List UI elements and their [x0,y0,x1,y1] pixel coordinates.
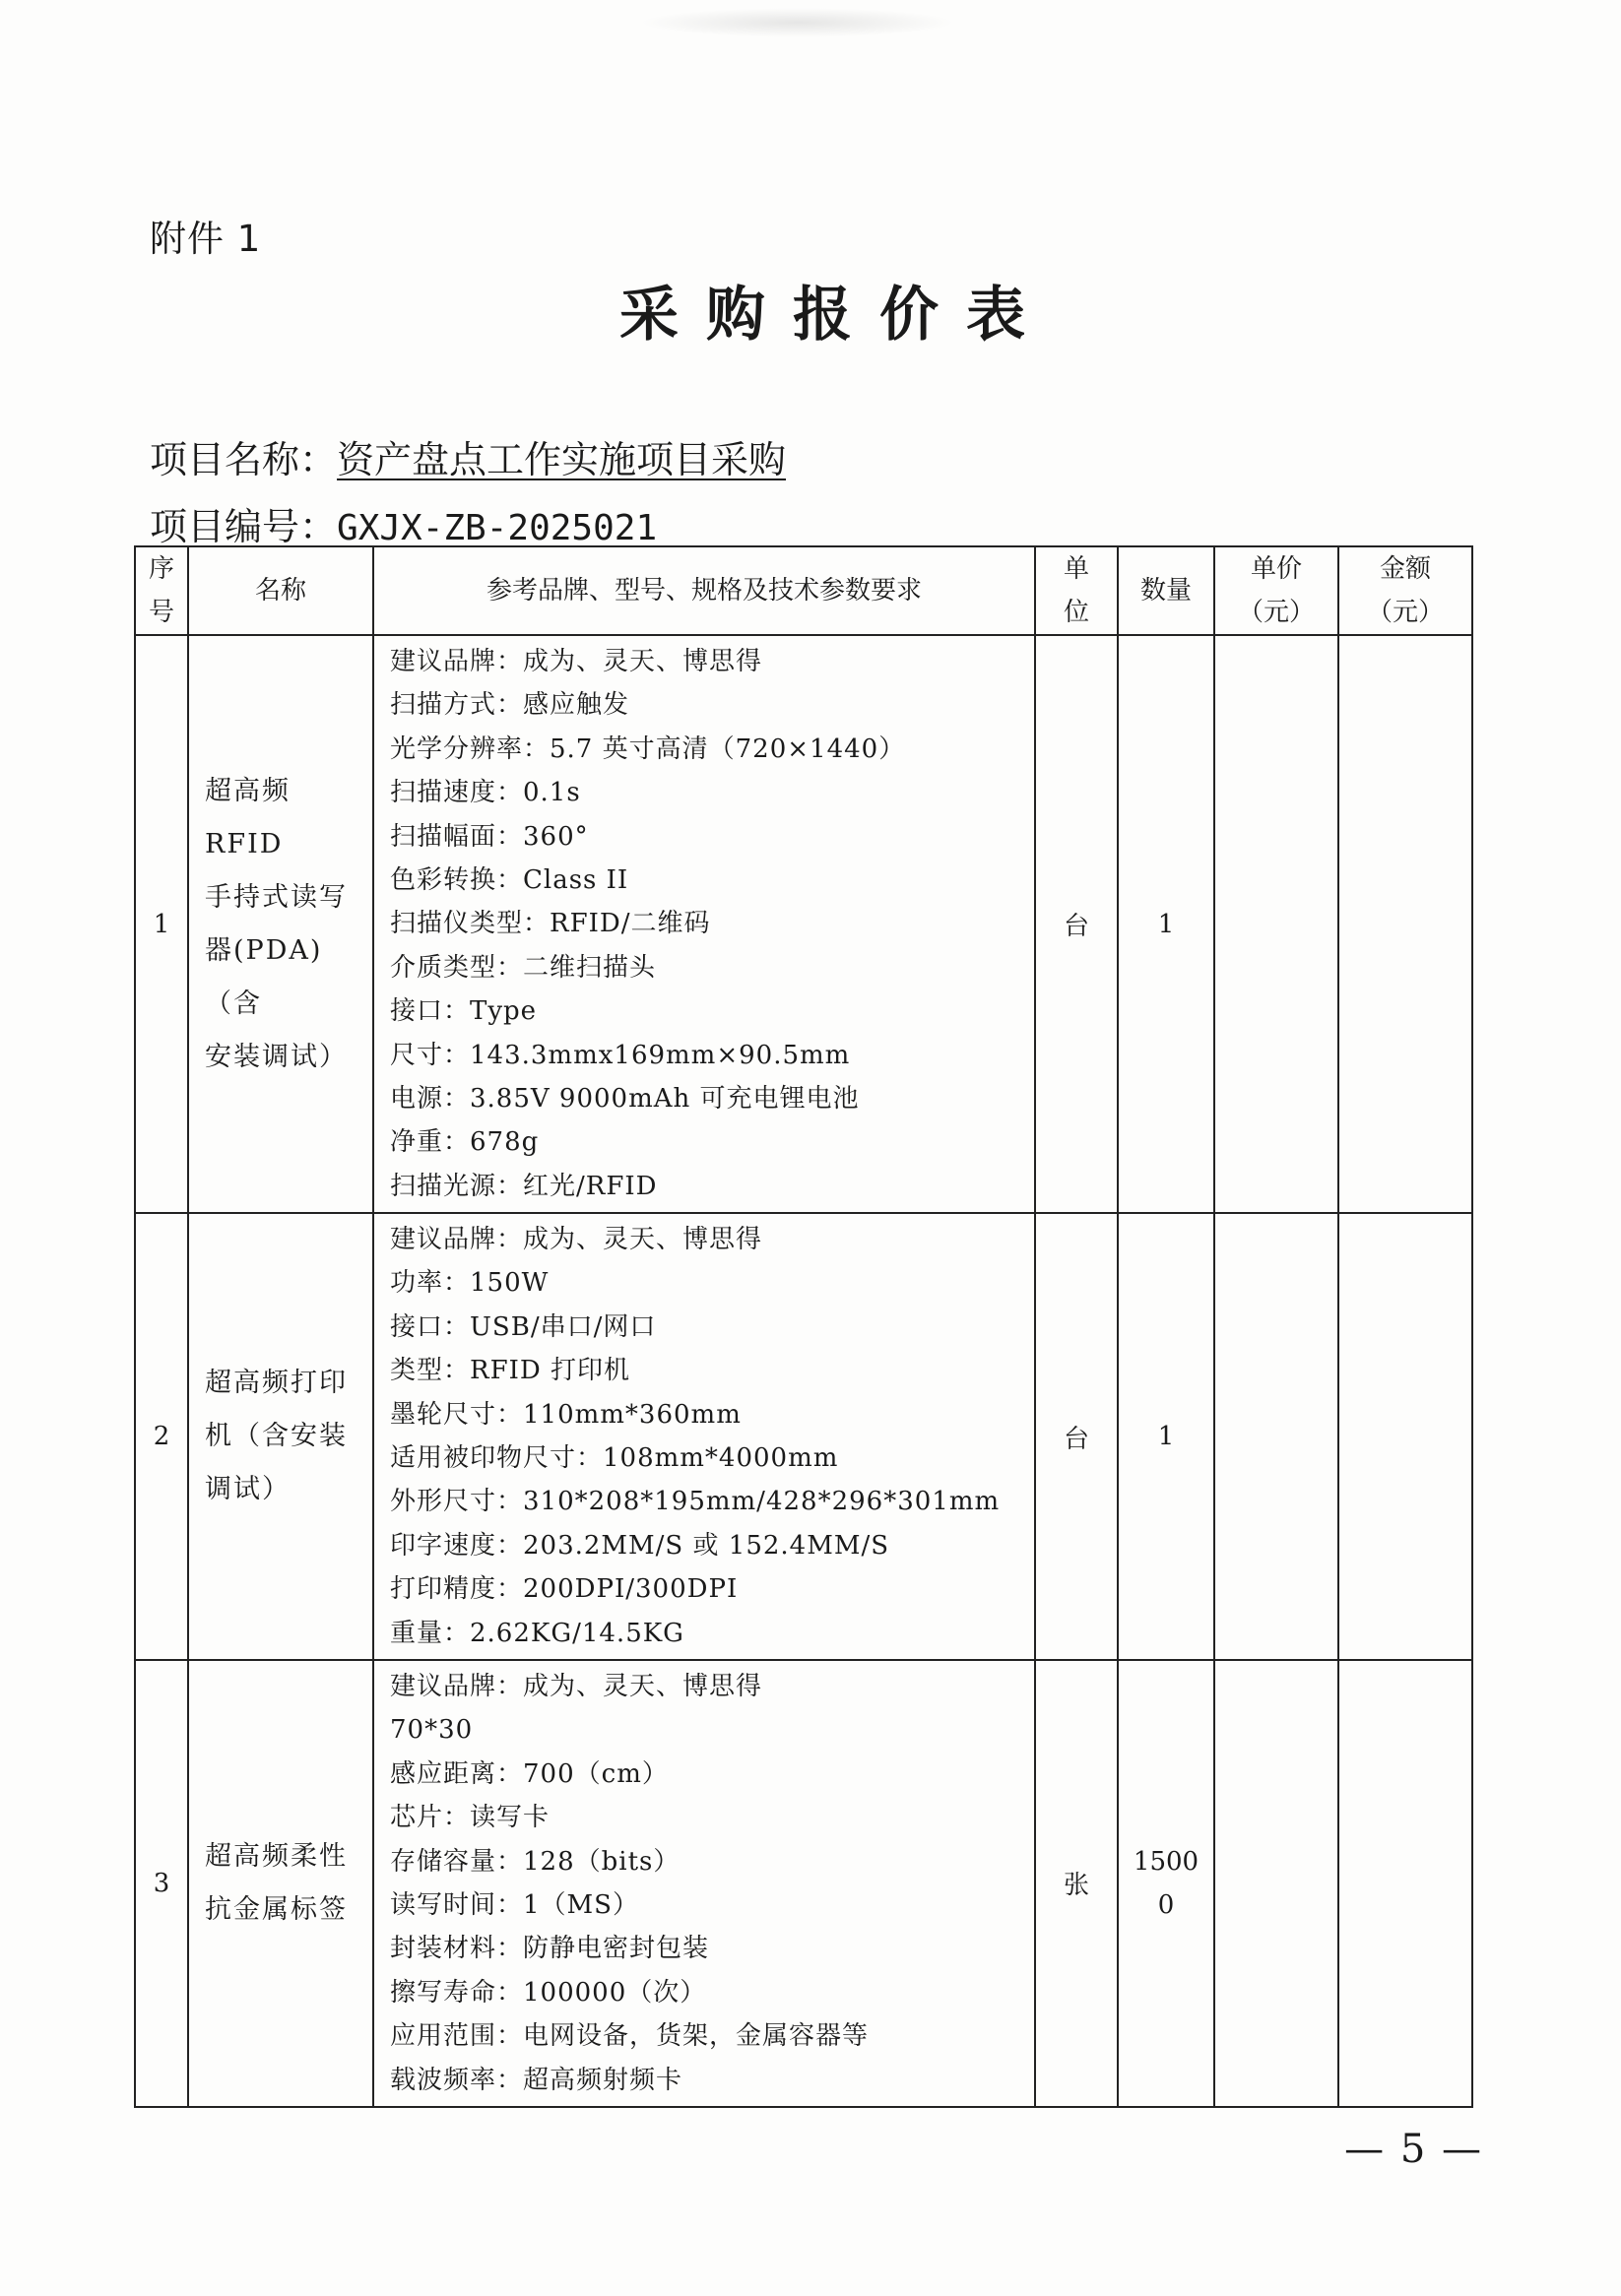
spec-line: 建议品牌：成为、灵天、博思得 [390,1225,763,1255]
header-seq [135,546,188,635]
table-row [135,1213,1472,1660]
row-name-line: 器(PDA)（含 [205,934,323,1019]
row-name-line: 调试） [205,1474,291,1505]
spec-line: 擦写寿命：100000（次） [390,1977,707,2008]
row-name-line: 安装调试） [205,1041,348,1072]
quotation-table [134,545,1473,2108]
row-qty [1118,1660,1214,2107]
spec-line: 载波频率：超高频射频卡 [390,2065,683,2095]
header-seq-line-2: 号 [148,598,174,627]
row-name [188,1660,373,2107]
spec-line: 墨轮尺寸：110mm*360mm [390,1399,742,1430]
spec-line: 读写时间：1（MS） [390,1889,639,1920]
table-row [135,1660,1472,2107]
spec-line: 扫描速度：0.1s [390,778,581,808]
spec-line: 电源：3.85V 9000mAh 可充电锂电池 [390,1083,860,1114]
spec-line: 印字速度：203.2MM/S 或 152.4MM/S [390,1530,890,1561]
project-code-line [150,496,657,550]
row-price[interactable] [1214,1213,1338,1660]
row-specs [373,635,1035,1213]
row-amount[interactable] [1338,1213,1472,1660]
row-name [188,635,373,1213]
row-amount[interactable] [1338,635,1472,1213]
row-qty [1118,1213,1214,1660]
row-seq: 2 [135,1213,188,1660]
row-name-line: 超高频 RFID [205,775,291,860]
row-name-line: 手持式读写 [205,881,348,913]
row-specs [373,1213,1035,1660]
project-name-label: 项目名称： [150,438,338,481]
header-unit-line-2: 位 [1063,598,1089,627]
row-unit: 张 [1035,1660,1118,2107]
row-price[interactable] [1214,1660,1338,2107]
spec-line: 应用范围：电网设备，货架，金属容器等 [390,2021,870,2052]
header-amount-line-2: （元） [1366,598,1444,627]
spec-line: 存储容量：128（bits） [390,1846,681,1877]
spec-line: 光学分辨率：5.7 英寸高清（720×1440） [390,733,906,764]
row-specs [373,1660,1035,2107]
project-name-line [150,429,786,483]
row-qty-line: 1500 [1133,1846,1200,1877]
spec-line: 外形尺寸：310*208*195mm/428*296*301mm [390,1487,1001,1517]
row-price[interactable] [1214,635,1338,1213]
spec-line: 接口：USB/串口/网口 [390,1311,657,1342]
document-title: 采购报价表 [619,281,1053,350]
row-seq: 1 [135,635,188,1213]
spec-line: 介质类型：二维扫描头 [390,952,657,983]
row-unit: 台 [1035,635,1118,1213]
spec-line: 扫描仪类型：RFID/二维码 [390,909,711,939]
project-code-label: 项目编号： [150,505,338,548]
header-amount-line-1: 金额 [1379,554,1431,584]
project-code-value: GXJX-ZB-2025021 [337,508,658,548]
spec-line: 适用被印物尺寸：108mm*4000mm [390,1443,839,1474]
header-name: 名称 [188,546,373,635]
header-price [1214,546,1338,635]
spec-line: 70*30 [390,1715,474,1746]
project-name-value: 资产盘点工作实施项目采购 [337,438,787,481]
header-seq-line-1: 序 [148,554,174,584]
row-name-line: 超高频打印 [205,1368,348,1399]
spec-line: 尺寸：143.3mmx169mm×90.5mm [390,1040,851,1070]
row-name [188,1213,373,1660]
spec-line: 扫描光源：红光/RFID [390,1171,658,1201]
scan-smudge [640,8,955,37]
row-name-line: 机（含安装 [205,1421,348,1452]
spec-line: 封装材料：防静电密封包装 [390,1934,710,1964]
spec-line: 扫描方式：感应触发 [390,690,630,721]
spec-line: 重量：2.62KG/14.5KG [390,1618,684,1648]
header-amount [1338,546,1472,635]
spec-line: 接口：Type [390,996,538,1027]
spec-line: 建议品牌：成为、灵天、博思得 [390,1671,763,1701]
row-qty [1118,635,1214,1213]
spec-line: 功率：150W [390,1268,550,1299]
row-qty-line: 1 [1157,909,1175,939]
row-unit: 台 [1035,1213,1118,1660]
spec-line: 芯片：读写卡 [390,1803,551,1833]
spec-line: 感应距离：700（cm） [390,1758,669,1789]
header-price-line-2: （元） [1237,598,1315,627]
row-qty-line: 1 [1157,1422,1175,1452]
attachment-label: 附件 1 [150,218,262,260]
header-spec: 参考品牌、型号、规格及技术参数要求 [373,546,1035,635]
row-amount[interactable] [1338,1660,1472,2107]
spec-line: 建议品牌：成为、灵天、博思得 [390,647,763,676]
header-unit-line-1: 单 [1063,554,1089,584]
spec-line: 扫描幅面：360° [390,821,589,852]
table-header-row [135,546,1472,635]
page-number: — 5 — [1344,2127,1483,2172]
spec-line: 色彩转换：Class II [390,864,629,895]
row-seq: 3 [135,1660,188,2107]
header-price-line-1: 单价 [1250,554,1302,584]
row-qty-line: 0 [1157,1889,1175,1920]
spec-line: 类型：RFID 打印机 [390,1356,630,1386]
row-name-line: 超高频柔性 [205,1840,348,1872]
header-unit [1035,546,1118,635]
table-row [135,635,1472,1213]
spec-line: 打印精度：200DPI/300DPI [390,1574,739,1605]
row-name-line: 抗金属标签 [205,1893,348,1925]
spec-line: 净重：678g [390,1127,540,1158]
header-qty: 数量 [1118,546,1214,635]
